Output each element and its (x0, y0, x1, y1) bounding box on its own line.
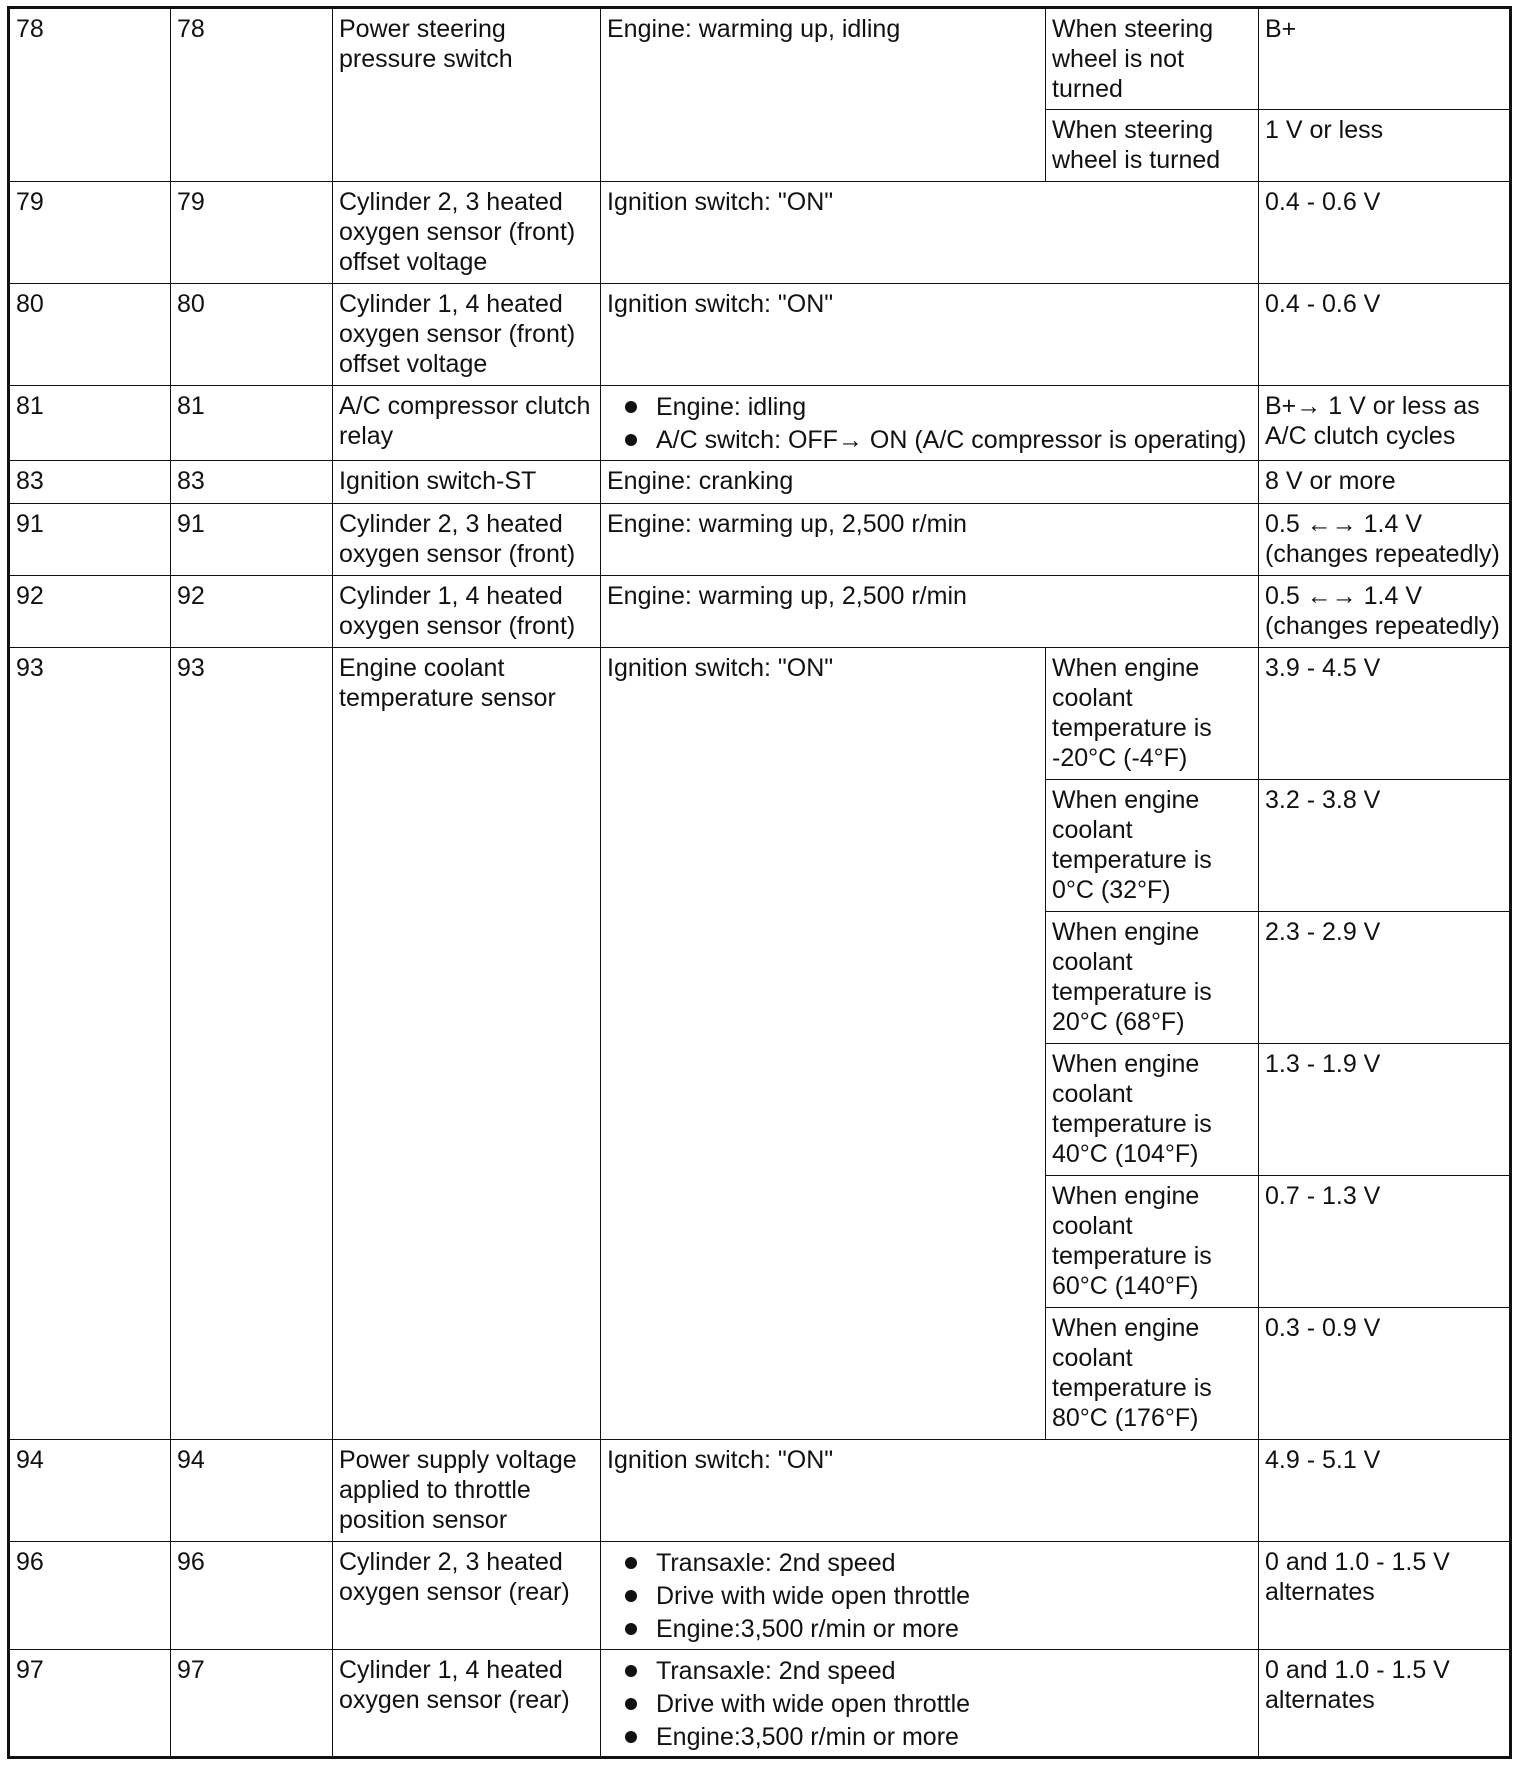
terminal-no-cell: 96 (9, 1542, 171, 1650)
value-cell: 0.4 - 0.6 V (1259, 284, 1511, 386)
value-cell: 4.9 - 5.1 V (1259, 1440, 1511, 1542)
terminal-no-cell: 97 (171, 1650, 333, 1758)
terminal-no-cell: 91 (9, 504, 171, 576)
list-item: Engine: idling (625, 391, 1252, 424)
value-cell: 1.3 - 1.9 V (1259, 1044, 1511, 1176)
terminal-no-cell: 91 (171, 504, 333, 576)
terminal-no-cell: 93 (171, 648, 333, 1440)
table-row (9, 576, 1511, 648)
value-cell: 0.4 - 0.6 V (1259, 182, 1511, 284)
condition-cell: Ignition switch: "ON" (601, 648, 1046, 1440)
value-cell: 0.5 ←→ 1.4 V (changes repeatedly) (1259, 576, 1511, 648)
condition-cell: Engine: warming up, 2,500 r/min (601, 576, 1259, 648)
item-cell: Engine coolant temperature sensor (333, 648, 601, 1440)
terminal-no-cell: 96 (171, 1542, 333, 1650)
table-row (9, 386, 1511, 461)
value-cell: 0 and 1.0 - 1.5 V alternates (1259, 1542, 1511, 1650)
table-row (9, 648, 1511, 780)
value-cell: B+→ 1 V or less as A/C clutch cycles (1259, 386, 1511, 461)
list-item: A/C switch: OFF→ ON (A/C compressor is operating) (625, 424, 1252, 457)
table-row (9, 284, 1511, 386)
terminal-no-cell: 97 (9, 1650, 171, 1758)
condition-cell (601, 1650, 1259, 1758)
item-cell: Cylinder 2, 3 heated oxygen sensor (front) (333, 504, 601, 576)
terminal-no-cell: 79 (171, 182, 333, 284)
terminal-no-cell: 93 (9, 648, 171, 1440)
condition-cell: Ignition switch: "ON" (601, 1440, 1259, 1542)
terminal-no-cell: 81 (9, 386, 171, 461)
condition-cell: Engine: warming up, 2,500 r/min (601, 504, 1259, 576)
condition-list (607, 1655, 1252, 1754)
item-cell: Cylinder 1, 4 heated oxygen sensor (rear) (333, 1650, 601, 1758)
terminal-no-cell: 78 (9, 8, 171, 182)
condition-cell: Engine: warming up, idling (601, 8, 1046, 182)
item-cell: Cylinder 2, 3 heated oxygen sensor (front) offset voltage (333, 182, 601, 284)
item-cell: Power steering pressure switch (333, 8, 601, 182)
value-cell: B+ (1259, 8, 1511, 110)
terminal-no-cell: 83 (171, 461, 333, 504)
table-row (9, 182, 1511, 284)
list-item: Transaxle: 2nd speed (625, 1547, 1252, 1580)
terminal-no-cell: 83 (9, 461, 171, 504)
sub-condition-cell: When engine coolant temperature is -20°C (-4°F) (1046, 648, 1259, 780)
list-item: Transaxle: 2nd speed (625, 1655, 1252, 1688)
sub-condition-cell: When steering wheel is turned (1046, 110, 1259, 182)
table-row (9, 8, 1511, 110)
table-row (9, 1440, 1511, 1542)
terminal-no-cell: 78 (171, 8, 333, 182)
condition-cell: Engine: cranking (601, 461, 1259, 504)
value-cell: 0.3 - 0.9 V (1259, 1308, 1511, 1440)
terminal-no-cell: 94 (171, 1440, 333, 1542)
terminal-no-cell: 80 (171, 284, 333, 386)
condition-cell: Ignition switch: "ON" (601, 182, 1259, 284)
list-item: Drive with wide open throttle (625, 1688, 1252, 1721)
item-cell: Cylinder 1, 4 heated oxygen sensor (front) (333, 576, 601, 648)
terminal-no-cell: 92 (171, 576, 333, 648)
condition-cell (601, 1542, 1259, 1650)
value-cell: 1 V or less (1259, 110, 1511, 182)
value-cell: 8 V or more (1259, 461, 1511, 504)
value-cell: 0 and 1.0 - 1.5 V alternates (1259, 1650, 1511, 1758)
table-row (9, 1542, 1511, 1650)
condition-list (607, 1547, 1252, 1646)
sub-condition-cell: When engine coolant temperature is 40°C (104°F) (1046, 1044, 1259, 1176)
item-cell: Cylinder 1, 4 heated oxygen sensor (front) offset voltage (333, 284, 601, 386)
table-row (9, 461, 1511, 504)
item-cell: Ignition switch-ST (333, 461, 601, 504)
terminal-no-cell: 94 (9, 1440, 171, 1542)
value-cell: 3.2 - 3.8 V (1259, 780, 1511, 912)
list-item: Engine:3,500 r/min or more (625, 1721, 1252, 1754)
sub-condition-cell: When engine coolant temperature is 0°C (32°F) (1046, 780, 1259, 912)
item-cell: Power supply voltage applied to throttle position sensor (333, 1440, 601, 1542)
condition-list (607, 391, 1252, 457)
condition-cell: Ignition switch: "ON" (601, 284, 1259, 386)
value-cell: 2.3 - 2.9 V (1259, 912, 1511, 1044)
value-cell: 3.9 - 4.5 V (1259, 648, 1511, 780)
sub-condition-cell: When engine coolant temperature is 20°C (68°F) (1046, 912, 1259, 1044)
item-cell: A/C compressor clutch relay (333, 386, 601, 461)
terminal-no-cell: 80 (9, 284, 171, 386)
terminal-no-cell: 92 (9, 576, 171, 648)
terminal-no-cell: 79 (9, 182, 171, 284)
condition-cell (601, 386, 1259, 461)
value-cell: 0.7 - 1.3 V (1259, 1176, 1511, 1308)
table-row (9, 1650, 1511, 1758)
sub-condition-cell: When engine coolant temperature is 80°C (176°F) (1046, 1308, 1259, 1440)
terminal-voltage-table (7, 6, 1512, 1759)
table-row (9, 504, 1511, 576)
list-item: Drive with wide open throttle (625, 1580, 1252, 1613)
item-cell: Cylinder 2, 3 heated oxygen sensor (rear) (333, 1542, 601, 1650)
value-cell: 0.5 ←→ 1.4 V (changes repeatedly) (1259, 504, 1511, 576)
list-item: Engine:3,500 r/min or more (625, 1613, 1252, 1646)
sub-condition-cell: When engine coolant temperature is 60°C (140°F) (1046, 1176, 1259, 1308)
sub-condition-cell: When steering wheel is not turned (1046, 8, 1259, 110)
terminal-no-cell: 81 (171, 386, 333, 461)
